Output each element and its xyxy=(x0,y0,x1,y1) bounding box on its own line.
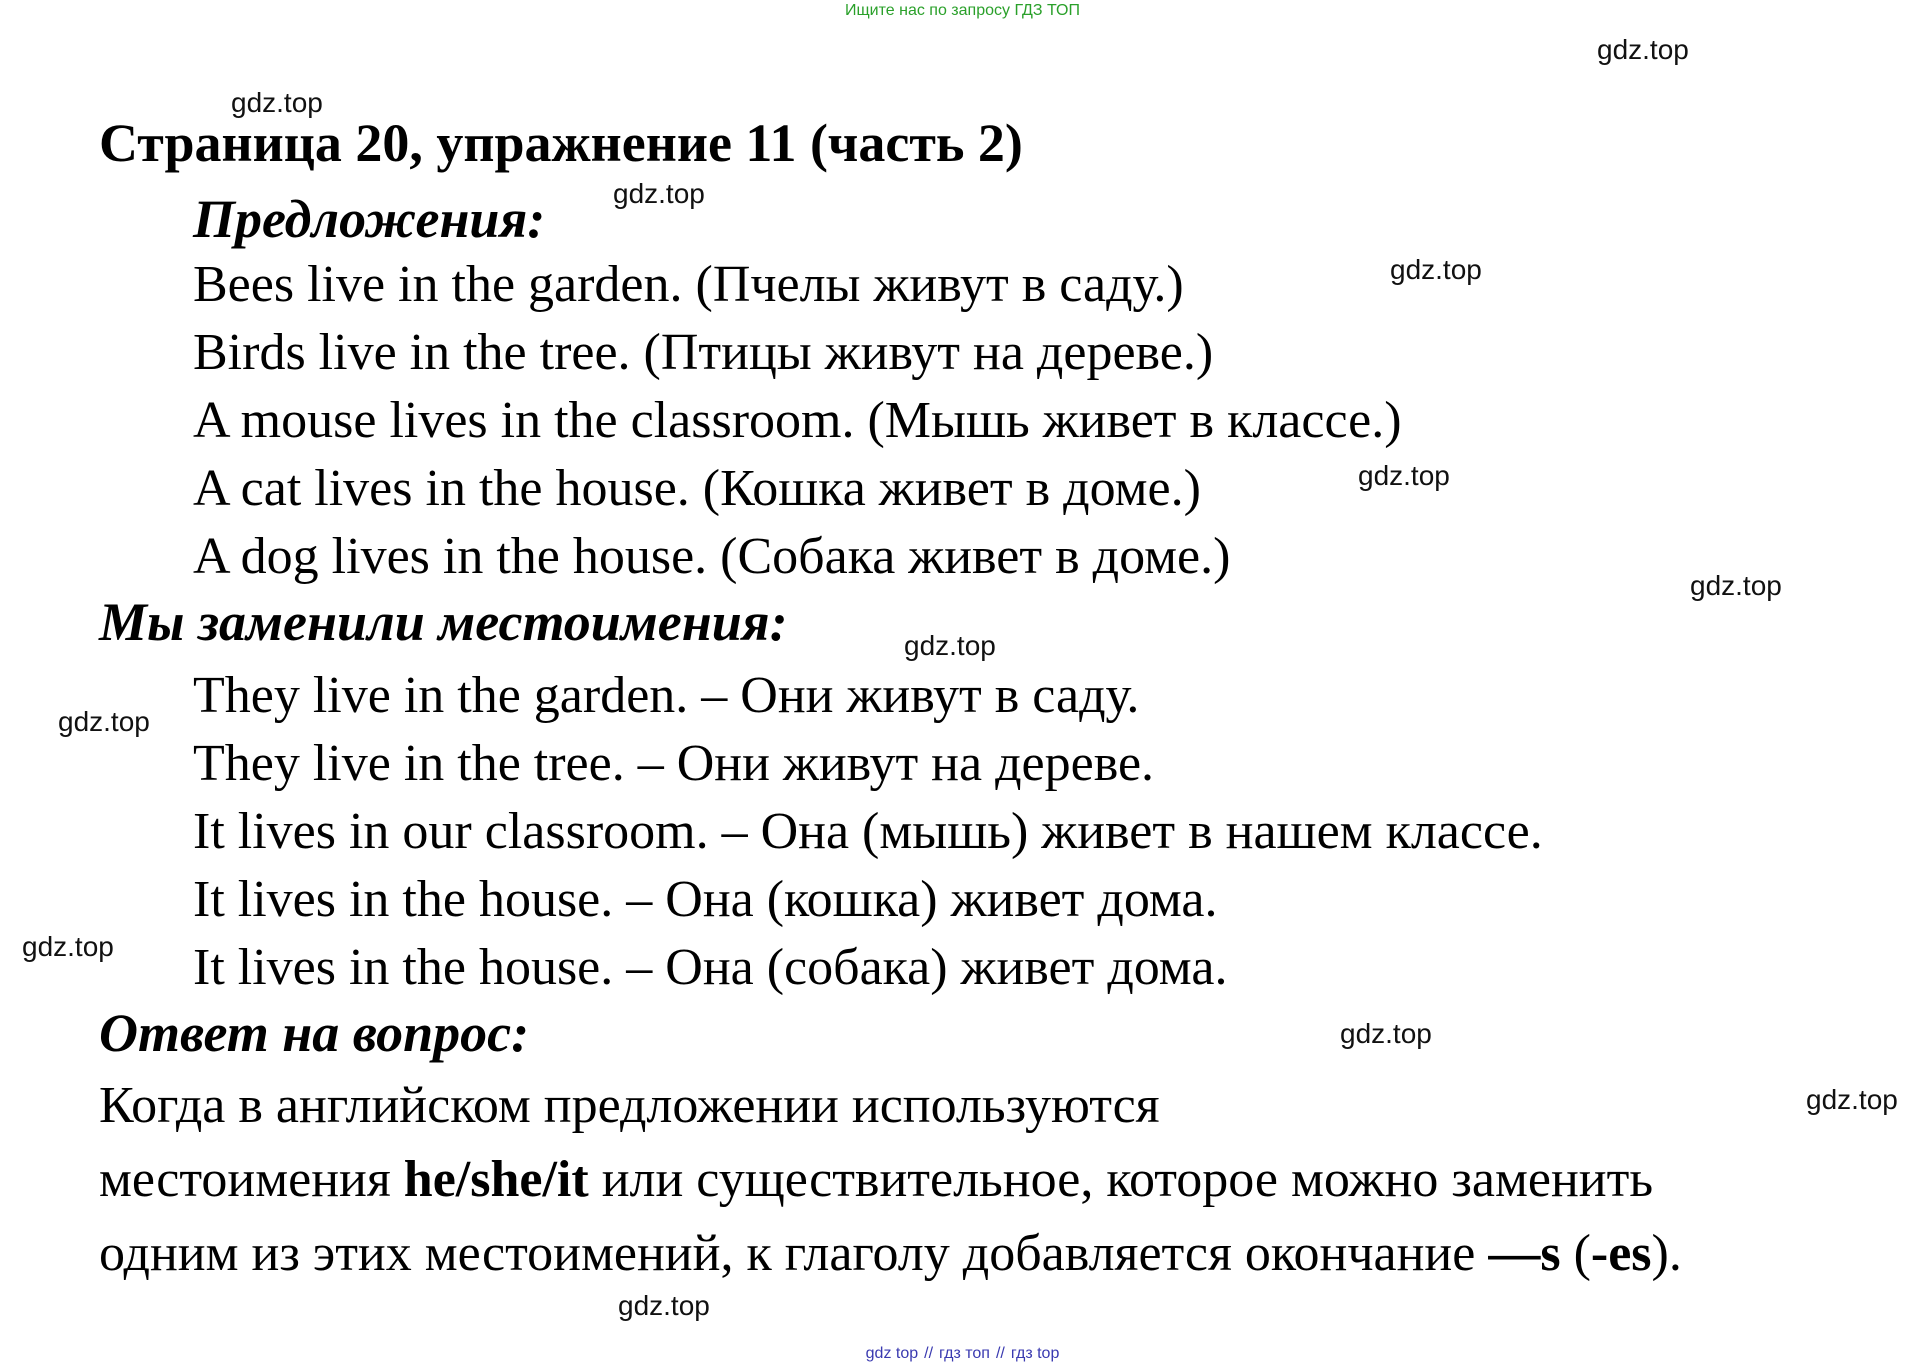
watermark: gdz.top xyxy=(1806,1084,1898,1115)
pronoun-line: It lives in the house. – Она (собака) живет дома. xyxy=(193,939,1228,996)
footer-link[interactable]: гдз top xyxy=(1010,1345,1060,1362)
watermark: gdz.top xyxy=(1690,570,1782,601)
pronoun-line: They live in the tree. – Они живут на дереве. xyxy=(193,735,1155,792)
answer-text: ). xyxy=(1651,1225,1682,1282)
watermark: gdz.top xyxy=(904,630,996,661)
watermark: gdz.top xyxy=(58,706,150,737)
footer-link[interactable]: gdz top xyxy=(865,1345,919,1362)
answer-text: ( xyxy=(1560,1225,1591,1282)
answer-text: или существительное, которое можно заменить xyxy=(588,1151,1654,1208)
pronouns-bold: he/she/it xyxy=(403,1151,589,1208)
sentences-heading: Предложения: xyxy=(193,189,546,249)
watermark: gdz.top xyxy=(613,178,705,209)
sentence-line: A cat lives in the house. (Кошка живет в доме.) xyxy=(193,460,1201,517)
pronouns-heading: Мы заменили местоимения: xyxy=(99,592,788,652)
answer-line-2 xyxy=(99,1150,1653,1209)
pronoun-line: It lives in the house. – Она (кошка) живет дома. xyxy=(193,871,1218,928)
answer-line-1: Когда в английском предложении используются xyxy=(99,1077,1160,1134)
answer-text: одним из этих местоимений, к глаголу добавляется окончание xyxy=(99,1225,1489,1282)
sentence-line: Bees live in the garden. (Пчелы живут в саду.) xyxy=(193,256,1184,313)
page-title: Страница 20, упражнение 11 (часть 2) xyxy=(99,113,1023,173)
watermark: gdz.top xyxy=(1390,254,1482,285)
answer-line-3 xyxy=(99,1224,1682,1283)
answer-text: местоимения xyxy=(99,1151,404,1208)
watermark: gdz.top xyxy=(1358,460,1450,491)
ending-es-bold: -es xyxy=(1590,1225,1652,1282)
watermark: gdz.top xyxy=(1340,1018,1432,1049)
watermark: gdz.top xyxy=(231,87,323,118)
watermark: gdz.top xyxy=(618,1290,710,1321)
sentence-line: A dog lives in the house. (Собака живет в доме.) xyxy=(193,528,1231,585)
ending-s-bold: —s xyxy=(1488,1225,1561,1282)
watermark: gdz.top xyxy=(22,931,114,962)
pronoun-line: It lives in our classroom. – Она (мышь) живет в нашем классе. xyxy=(193,803,1543,860)
footer-separator: // xyxy=(995,1345,1005,1362)
sentence-line: A mouse lives in the classroom. (Мышь живет в классе.) xyxy=(193,392,1402,449)
pronoun-line: They live in the garden. – Они живут в саду. xyxy=(193,667,1140,724)
footer-separator: // xyxy=(924,1345,934,1362)
watermark: gdz.top xyxy=(1597,34,1689,65)
search-banner: Ищите нас по запросу ГДЗ ТОП xyxy=(845,2,1080,19)
answer-heading: Ответ на вопрос: xyxy=(99,1003,530,1063)
footer-link[interactable]: гдз топ xyxy=(939,1345,990,1362)
sentence-line: Birds live in the tree. (Птицы живут на дереве.) xyxy=(193,324,1214,381)
footer-links xyxy=(0,1345,1925,1363)
